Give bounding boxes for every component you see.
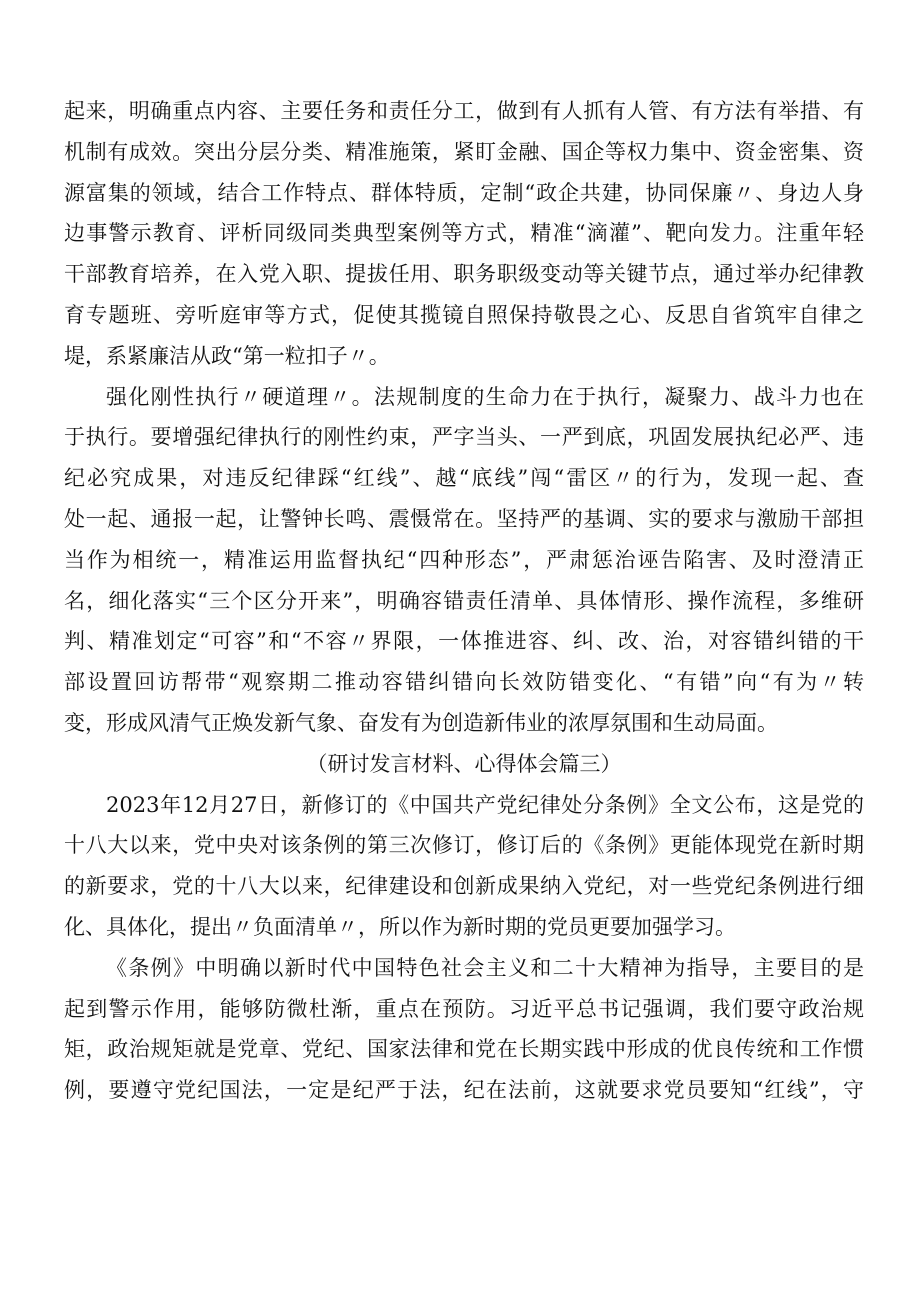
text-line: 部设置回访帮带“观察期二推动容错纠错向长效防错变化、“有错”向“有为〃转 <box>64 670 864 695</box>
paragraph-3 <box>64 785 864 948</box>
text-line: 育专题班、旁听庭审等方式，促使其揽镜自照保持敬畏之心、反思自省筑牢自律之 <box>64 302 864 327</box>
document-body <box>64 91 864 1111</box>
text-line: 起来，明确重点内容、主要任务和责任分工，做到有人抓有人管、有方法有举措、有 <box>64 99 864 123</box>
text-line: 纪必究成果，对违反纪律踩“红线”、越“底线”闯“雷区〃的行为，发现一起、查 <box>64 466 864 491</box>
text-line: 源富集的领域，结合工作特点、群体特质，定制“政企共建，协同保廉〃、身边人身 <box>64 180 864 205</box>
text-line: 起到警示作用，能够防微杜渐，重点在预防。习近平总书记强调，我们要守政治规 <box>64 996 864 1021</box>
text-line: 强化刚性执行〃硬道理〃。法规制度的生命力在于执行，凝聚力、战斗力也在 <box>106 384 864 409</box>
text-line: 当作为相统一，精准运用监督执纪“四种形态”，严肃惩治诬告陷害、及时澄清正 <box>64 547 864 572</box>
text-line: 2023年12月27日，新修订的《中国共产党纪律处分条例》全文公布，这是党的 <box>106 792 864 817</box>
paragraph-1 <box>64 91 864 377</box>
text-line: 名，细化落实“三个区分开来”，明确容错责任清单、具体情形、操作流程，多维研 <box>64 588 864 613</box>
section-heading-text: （研讨发言材料、心得体会篇三） <box>306 751 622 776</box>
text-line: 处一起、通报一起，让警钟长鸣、震慑常在。坚持严的基调、实的要求与激励干部担 <box>64 506 864 531</box>
text-line: 《条例》中明确以新时代中国特色社会主义和二十大精神为指导，主要目的是 <box>106 955 864 980</box>
section-heading <box>64 744 864 785</box>
paragraph-2 <box>64 377 864 744</box>
text-line: 十八大以来，党中央对该条例的第三次修订，修订后的《条例》更能体现党在新时期 <box>64 833 864 858</box>
text-line: 边事警示教育、评析同级同类典型案例等方式，精准“滴灌”、靶向发力。注重年轻 <box>64 221 864 246</box>
text-line: 干部教育培养，在入党入职、提拔任用、职务职级变动等关键节点，通过举办纪律教 <box>64 262 864 287</box>
text-line: 于执行。要增强纪律执行的刚性约束，严字当头、一严到底，巩固发展执纪必严、违 <box>64 425 864 450</box>
paragraph-4 <box>64 948 864 1111</box>
text-line: 机制有成效。突出分层分类、精准施策，紧盯金融、国企等权力集中、资金密集、资 <box>64 139 864 164</box>
text-line: 变，形成风清气正焕发新气象、奋发有为创造新伟业的浓厚氛围和生动局面。 <box>64 710 778 735</box>
text-line: 例，要遵守党纪国法，一定是纪严于法，纪在法前，这就要求党员要知“红线”，守 <box>64 1078 864 1103</box>
text-line: 判、精准划定“可容”和“不容〃界限，一体推进容、纠、改、治，对容错纠错的干 <box>64 629 864 654</box>
text-line: 的新要求，党的十八大以来，纪律建设和创新成果纳入党纪，对一些党纪条例进行细 <box>64 874 864 899</box>
text-line: 堤，系紧廉洁从政“第一粒扣子〃。 <box>64 343 390 368</box>
text-line: 化、具体化，提出〃负面清单〃，所以作为新时期的党员更要加强学习。 <box>64 914 736 939</box>
text-line: 矩，政治规矩就是党章、党纪、国家法律和党在长期实践中形成的优良传统和工作惯 <box>64 1037 864 1062</box>
